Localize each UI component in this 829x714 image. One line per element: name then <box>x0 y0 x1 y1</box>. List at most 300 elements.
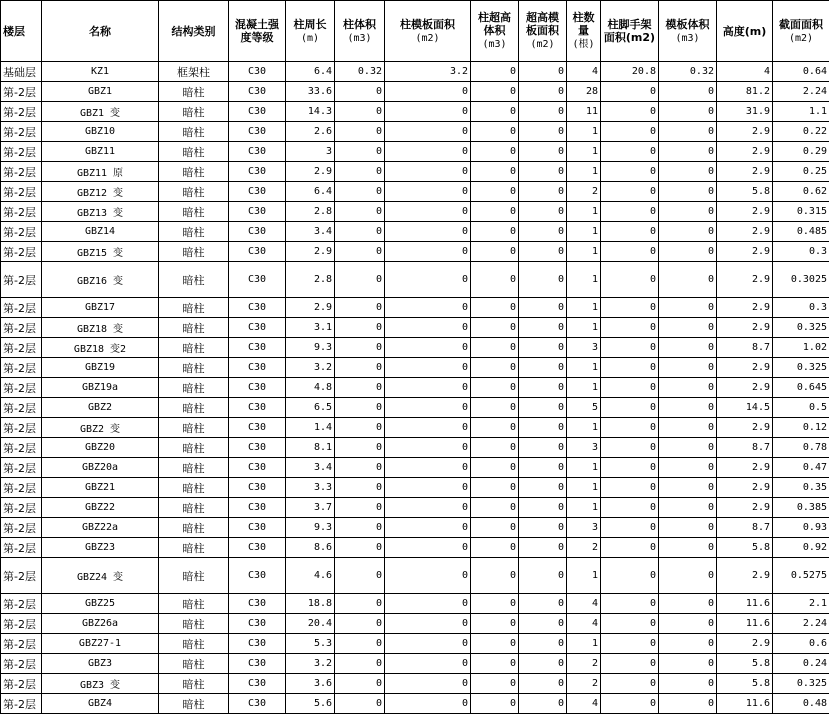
cell-overheight-formwork-area[interactable]: 0 <box>519 162 567 182</box>
cell-overheight-volume[interactable]: 0 <box>471 378 519 398</box>
cell-name[interactable]: GBZ25 <box>42 594 159 614</box>
cell-overheight-volume[interactable]: 0 <box>471 262 519 298</box>
cell-formwork-area[interactable]: 0 <box>385 614 471 634</box>
cell-column-volume[interactable]: 0 <box>335 538 385 558</box>
cell-overheight-formwork-area[interactable]: 0 <box>519 358 567 378</box>
cell-structure-type[interactable]: 暗柱 <box>159 438 229 458</box>
cell-formwork-area[interactable]: 0 <box>385 378 471 398</box>
cell-structure-type[interactable]: 暗柱 <box>159 338 229 358</box>
table-row[interactable] <box>1 222 829 242</box>
cell-concrete-grade[interactable]: C30 <box>229 694 286 714</box>
table-row[interactable] <box>1 142 829 162</box>
cell-concrete-grade[interactable]: C30 <box>229 202 286 222</box>
cell-structure-type[interactable]: 暗柱 <box>159 202 229 222</box>
cell-overheight-volume[interactable]: 0 <box>471 338 519 358</box>
cell-floor[interactable]: 第-2层 <box>1 634 42 654</box>
cell-name[interactable]: GBZ22 <box>42 498 159 518</box>
cell-formwork-area[interactable]: 0 <box>385 518 471 538</box>
cell-scaffold-area[interactable]: 0 <box>601 142 659 162</box>
cell-formwork-volume[interactable]: 0 <box>659 162 717 182</box>
cell-column-count[interactable]: 4 <box>567 62 601 82</box>
cell-floor[interactable]: 第-2层 <box>1 338 42 358</box>
table-row[interactable] <box>1 538 829 558</box>
cell-formwork-volume[interactable]: 0 <box>659 338 717 358</box>
cell-column-perimeter[interactable]: 14.3 <box>286 102 335 122</box>
cell-overheight-volume[interactable]: 0 <box>471 318 519 338</box>
cell-height[interactable]: 2.9 <box>717 558 773 594</box>
cell-height[interactable]: 14.5 <box>717 398 773 418</box>
cell-name[interactable]: GBZ14 <box>42 222 159 242</box>
cell-column-count[interactable]: 1 <box>567 298 601 318</box>
cell-column-count[interactable]: 1 <box>567 202 601 222</box>
table-row[interactable] <box>1 418 829 438</box>
cell-section-area[interactable]: 0.325 <box>773 358 829 378</box>
cell-section-area[interactable]: 0.6 <box>773 634 829 654</box>
cell-section-area[interactable]: 0.325 <box>773 318 829 338</box>
cell-overheight-volume[interactable]: 0 <box>471 358 519 378</box>
cell-height[interactable]: 5.8 <box>717 654 773 674</box>
cell-concrete-grade[interactable]: C30 <box>229 438 286 458</box>
table-row[interactable] <box>1 398 829 418</box>
cell-overheight-volume[interactable]: 0 <box>471 418 519 438</box>
table-row[interactable] <box>1 634 829 654</box>
cell-column-volume[interactable]: 0 <box>335 418 385 438</box>
cell-formwork-volume[interactable]: 0 <box>659 398 717 418</box>
cell-column-count[interactable]: 5 <box>567 398 601 418</box>
cell-height[interactable]: 81.2 <box>717 82 773 102</box>
cell-name[interactable]: GBZ19 <box>42 358 159 378</box>
cell-scaffold-area[interactable]: 20.8 <box>601 62 659 82</box>
cell-formwork-area[interactable]: 0 <box>385 674 471 694</box>
table-row[interactable] <box>1 594 829 614</box>
cell-section-area[interactable]: 0.3025 <box>773 262 829 298</box>
cell-name[interactable]: GBZ11 <box>42 142 159 162</box>
cell-overheight-formwork-area[interactable]: 0 <box>519 458 567 478</box>
cell-section-area[interactable]: 0.485 <box>773 222 829 242</box>
cell-section-area[interactable]: 0.5275 <box>773 558 829 594</box>
cell-scaffold-area[interactable]: 0 <box>601 594 659 614</box>
cell-column-count[interactable]: 1 <box>567 498 601 518</box>
cell-scaffold-area[interactable]: 0 <box>601 538 659 558</box>
cell-formwork-volume[interactable]: 0 <box>659 182 717 202</box>
cell-column-volume[interactable]: 0 <box>335 518 385 538</box>
cell-height[interactable]: 8.7 <box>717 518 773 538</box>
cell-overheight-volume[interactable]: 0 <box>471 538 519 558</box>
cell-scaffold-area[interactable]: 0 <box>601 82 659 102</box>
cell-column-volume[interactable]: 0 <box>335 122 385 142</box>
cell-column-count[interactable]: 1 <box>567 634 601 654</box>
cell-formwork-area[interactable]: 0 <box>385 558 471 594</box>
cell-height[interactable]: 5.8 <box>717 674 773 694</box>
cell-concrete-grade[interactable]: C30 <box>229 62 286 82</box>
cell-column-volume[interactable]: 0 <box>335 694 385 714</box>
cell-formwork-volume[interactable]: 0 <box>659 538 717 558</box>
cell-section-area[interactable]: 0.3 <box>773 298 829 318</box>
cell-column-count[interactable]: 1 <box>567 318 601 338</box>
cell-scaffold-area[interactable]: 0 <box>601 458 659 478</box>
cell-formwork-area[interactable]: 0 <box>385 338 471 358</box>
cell-scaffold-area[interactable]: 0 <box>601 518 659 538</box>
cell-column-count[interactable]: 1 <box>567 262 601 298</box>
cell-name[interactable]: GBZ4 <box>42 694 159 714</box>
cell-height[interactable]: 2.9 <box>717 122 773 142</box>
cell-formwork-area[interactable]: 0 <box>385 654 471 674</box>
cell-structure-type[interactable]: 暗柱 <box>159 654 229 674</box>
cell-formwork-volume[interactable]: 0 <box>659 102 717 122</box>
cell-height[interactable]: 11.6 <box>717 594 773 614</box>
cell-structure-type[interactable]: 暗柱 <box>159 398 229 418</box>
cell-height[interactable]: 5.8 <box>717 538 773 558</box>
cell-floor[interactable]: 第-2层 <box>1 654 42 674</box>
header-section-area[interactable]: 截面面积 (m2) <box>773 1 829 62</box>
cell-overheight-volume[interactable]: 0 <box>471 242 519 262</box>
cell-section-area[interactable]: 0.24 <box>773 654 829 674</box>
cell-column-count[interactable]: 1 <box>567 458 601 478</box>
cell-floor[interactable]: 第-2层 <box>1 674 42 694</box>
cell-height[interactable]: 2.9 <box>717 378 773 398</box>
cell-floor[interactable]: 第-2层 <box>1 318 42 338</box>
cell-scaffold-area[interactable]: 0 <box>601 242 659 262</box>
cell-structure-type[interactable]: 暗柱 <box>159 498 229 518</box>
cell-formwork-area[interactable]: 0 <box>385 162 471 182</box>
cell-scaffold-area[interactable]: 0 <box>601 674 659 694</box>
cell-overheight-formwork-area[interactable]: 0 <box>519 378 567 398</box>
cell-name[interactable]: GBZ2 <box>42 398 159 418</box>
cell-section-area[interactable]: 0.12 <box>773 418 829 438</box>
cell-floor[interactable]: 第-2层 <box>1 242 42 262</box>
header-floor[interactable]: 楼层 <box>1 1 42 62</box>
table-row[interactable] <box>1 122 829 142</box>
cell-scaffold-area[interactable]: 0 <box>601 122 659 142</box>
cell-section-area[interactable]: 0.315 <box>773 202 829 222</box>
header-column-volume[interactable]: 柱体积 (m3) <box>335 1 385 62</box>
cell-scaffold-area[interactable]: 0 <box>601 694 659 714</box>
cell-floor[interactable]: 第-2层 <box>1 518 42 538</box>
cell-section-area[interactable]: 0.48 <box>773 694 829 714</box>
cell-formwork-area[interactable]: 0 <box>385 498 471 518</box>
cell-overheight-volume[interactable]: 0 <box>471 674 519 694</box>
cell-column-perimeter[interactable]: 18.8 <box>286 594 335 614</box>
cell-column-count[interactable]: 1 <box>567 358 601 378</box>
cell-scaffold-area[interactable]: 0 <box>601 614 659 634</box>
cell-column-perimeter[interactable]: 2.9 <box>286 298 335 318</box>
cell-concrete-grade[interactable]: C30 <box>229 634 286 654</box>
cell-concrete-grade[interactable]: C30 <box>229 262 286 298</box>
cell-column-perimeter[interactable]: 5.3 <box>286 634 335 654</box>
cell-concrete-grade[interactable]: C30 <box>229 222 286 242</box>
cell-height[interactable]: 5.8 <box>717 182 773 202</box>
cell-column-volume[interactable]: 0 <box>335 358 385 378</box>
header-formwork-volume[interactable]: 模板体积 (m3) <box>659 1 717 62</box>
cell-overheight-formwork-area[interactable]: 0 <box>519 498 567 518</box>
cell-floor[interactable]: 第-2层 <box>1 182 42 202</box>
cell-floor[interactable]: 第-2层 <box>1 82 42 102</box>
cell-height[interactable]: 2.9 <box>717 358 773 378</box>
cell-formwork-area[interactable]: 0 <box>385 82 471 102</box>
cell-concrete-grade[interactable]: C30 <box>229 142 286 162</box>
cell-section-area[interactable]: 0.22 <box>773 122 829 142</box>
cell-formwork-volume[interactable]: 0 <box>659 438 717 458</box>
cell-structure-type[interactable]: 框架柱 <box>159 62 229 82</box>
cell-formwork-area[interactable]: 0 <box>385 358 471 378</box>
cell-overheight-volume[interactable]: 0 <box>471 614 519 634</box>
cell-formwork-area[interactable]: 0 <box>385 438 471 458</box>
header-scaffold-area[interactable]: 柱脚手架面积(m2) <box>601 1 659 62</box>
cell-column-volume[interactable]: 0 <box>335 654 385 674</box>
cell-formwork-area[interactable]: 0 <box>385 318 471 338</box>
table-row[interactable] <box>1 82 829 102</box>
cell-scaffold-area[interactable]: 0 <box>601 102 659 122</box>
cell-column-count[interactable]: 4 <box>567 614 601 634</box>
cell-floor[interactable]: 第-2层 <box>1 122 42 142</box>
cell-section-area[interactable]: 0.92 <box>773 538 829 558</box>
cell-name[interactable]: GBZ3 变 <box>42 674 159 694</box>
cell-floor[interactable]: 第-2层 <box>1 142 42 162</box>
cell-column-volume[interactable]: 0 <box>335 458 385 478</box>
cell-column-count[interactable]: 3 <box>567 338 601 358</box>
cell-floor[interactable]: 第-2层 <box>1 558 42 594</box>
cell-height[interactable]: 2.9 <box>717 222 773 242</box>
cell-structure-type[interactable]: 暗柱 <box>159 298 229 318</box>
cell-column-volume[interactable]: 0 <box>335 202 385 222</box>
header-formwork-area[interactable]: 柱模板面积 (m2) <box>385 1 471 62</box>
cell-column-perimeter[interactable]: 2.9 <box>286 242 335 262</box>
cell-name[interactable]: GBZ2 变 <box>42 418 159 438</box>
cell-column-perimeter[interactable]: 2.6 <box>286 122 335 142</box>
header-overheight-volume[interactable]: 柱超高体积 (m3) <box>471 1 519 62</box>
cell-column-volume[interactable]: 0.32 <box>335 62 385 82</box>
cell-name[interactable]: GBZ1 变 <box>42 102 159 122</box>
cell-name[interactable]: GBZ10 <box>42 122 159 142</box>
cell-overheight-formwork-area[interactable]: 0 <box>519 262 567 298</box>
cell-column-volume[interactable]: 0 <box>335 498 385 518</box>
cell-column-perimeter[interactable]: 33.6 <box>286 82 335 102</box>
cell-column-count[interactable]: 3 <box>567 438 601 458</box>
cell-column-volume[interactable]: 0 <box>335 558 385 594</box>
cell-overheight-volume[interactable]: 0 <box>471 478 519 498</box>
cell-overheight-volume[interactable]: 0 <box>471 594 519 614</box>
cell-formwork-area[interactable]: 0 <box>385 122 471 142</box>
cell-structure-type[interactable]: 暗柱 <box>159 122 229 142</box>
cell-section-area[interactable]: 0.645 <box>773 378 829 398</box>
cell-structure-type[interactable]: 暗柱 <box>159 614 229 634</box>
cell-overheight-formwork-area[interactable]: 0 <box>519 478 567 498</box>
cell-structure-type[interactable]: 暗柱 <box>159 142 229 162</box>
cell-height[interactable]: 2.9 <box>717 202 773 222</box>
cell-overheight-formwork-area[interactable]: 0 <box>519 438 567 458</box>
cell-overheight-formwork-area[interactable]: 0 <box>519 538 567 558</box>
cell-overheight-volume[interactable]: 0 <box>471 654 519 674</box>
cell-column-perimeter[interactable]: 1.4 <box>286 418 335 438</box>
cell-formwork-volume[interactable]: 0 <box>659 358 717 378</box>
cell-floor[interactable]: 第-2层 <box>1 222 42 242</box>
cell-column-perimeter[interactable]: 3 <box>286 142 335 162</box>
header-height[interactable]: 高度(m) <box>717 1 773 62</box>
cell-overheight-formwork-area[interactable]: 0 <box>519 518 567 538</box>
cell-height[interactable]: 2.9 <box>717 458 773 478</box>
cell-height[interactable]: 11.6 <box>717 614 773 634</box>
cell-column-count[interactable]: 1 <box>567 378 601 398</box>
cell-structure-type[interactable]: 暗柱 <box>159 378 229 398</box>
cell-scaffold-area[interactable]: 0 <box>601 558 659 594</box>
cell-name[interactable]: KZ1 <box>42 62 159 82</box>
cell-section-area[interactable]: 2.1 <box>773 594 829 614</box>
cell-overheight-volume[interactable]: 0 <box>471 438 519 458</box>
cell-column-count[interactable]: 1 <box>567 142 601 162</box>
cell-scaffold-area[interactable]: 0 <box>601 338 659 358</box>
cell-column-volume[interactable]: 0 <box>335 318 385 338</box>
cell-column-count[interactable]: 1 <box>567 558 601 594</box>
cell-formwork-area[interactable]: 0 <box>385 538 471 558</box>
table-row[interactable] <box>1 558 829 594</box>
cell-overheight-volume[interactable]: 0 <box>471 298 519 318</box>
cell-scaffold-area[interactable]: 0 <box>601 222 659 242</box>
cell-section-area[interactable]: 0.62 <box>773 182 829 202</box>
cell-scaffold-area[interactable]: 0 <box>601 378 659 398</box>
cell-overheight-formwork-area[interactable]: 0 <box>519 142 567 162</box>
cell-section-area[interactable]: 0.78 <box>773 438 829 458</box>
cell-formwork-area[interactable]: 0 <box>385 458 471 478</box>
cell-structure-type[interactable]: 暗柱 <box>159 478 229 498</box>
header-concrete-grade[interactable]: 混凝土强度等级 <box>229 1 286 62</box>
table-row[interactable] <box>1 654 829 674</box>
cell-height[interactable]: 2.9 <box>717 262 773 298</box>
cell-column-volume[interactable]: 0 <box>335 398 385 418</box>
cell-height[interactable]: 2.9 <box>717 498 773 518</box>
cell-column-volume[interactable]: 0 <box>335 262 385 298</box>
cell-column-perimeter[interactable]: 2.8 <box>286 262 335 298</box>
cell-structure-type[interactable]: 暗柱 <box>159 358 229 378</box>
cell-concrete-grade[interactable]: C30 <box>229 674 286 694</box>
cell-formwork-area[interactable]: 0 <box>385 398 471 418</box>
cell-scaffold-area[interactable]: 0 <box>601 298 659 318</box>
cell-structure-type[interactable]: 暗柱 <box>159 318 229 338</box>
cell-name[interactable]: GBZ26a <box>42 614 159 634</box>
cell-formwork-volume[interactable]: 0 <box>659 634 717 654</box>
cell-name[interactable]: GBZ18 变2 <box>42 338 159 358</box>
cell-structure-type[interactable]: 暗柱 <box>159 558 229 594</box>
cell-overheight-volume[interactable]: 0 <box>471 142 519 162</box>
cell-concrete-grade[interactable]: C30 <box>229 242 286 262</box>
cell-floor[interactable]: 第-2层 <box>1 594 42 614</box>
table-row[interactable] <box>1 102 829 122</box>
table-row[interactable] <box>1 478 829 498</box>
cell-column-volume[interactable]: 0 <box>335 614 385 634</box>
cell-overheight-formwork-area[interactable]: 0 <box>519 398 567 418</box>
cell-concrete-grade[interactable]: C30 <box>229 102 286 122</box>
cell-formwork-volume[interactable]: 0 <box>659 478 717 498</box>
table-row[interactable] <box>1 358 829 378</box>
cell-column-perimeter[interactable]: 4.6 <box>286 558 335 594</box>
cell-name[interactable]: GBZ3 <box>42 654 159 674</box>
cell-overheight-formwork-area[interactable]: 0 <box>519 694 567 714</box>
cell-formwork-area[interactable]: 0 <box>385 478 471 498</box>
cell-column-volume[interactable]: 0 <box>335 634 385 654</box>
cell-overheight-volume[interactable]: 0 <box>471 202 519 222</box>
cell-floor[interactable]: 第-2层 <box>1 498 42 518</box>
cell-name[interactable]: GBZ12 变 <box>42 182 159 202</box>
cell-section-area[interactable]: 0.325 <box>773 674 829 694</box>
cell-column-count[interactable]: 2 <box>567 674 601 694</box>
cell-formwork-volume[interactable]: 0 <box>659 518 717 538</box>
cell-scaffold-area[interactable]: 0 <box>601 398 659 418</box>
cell-overheight-formwork-area[interactable]: 0 <box>519 242 567 262</box>
table-row[interactable] <box>1 262 829 298</box>
cell-section-area[interactable]: 2.24 <box>773 614 829 634</box>
cell-structure-type[interactable]: 暗柱 <box>159 694 229 714</box>
cell-column-count[interactable]: 11 <box>567 102 601 122</box>
cell-concrete-grade[interactable]: C30 <box>229 478 286 498</box>
cell-section-area[interactable]: 0.47 <box>773 458 829 478</box>
cell-column-count[interactable]: 1 <box>567 222 601 242</box>
cell-formwork-area[interactable]: 0 <box>385 222 471 242</box>
cell-column-perimeter[interactable]: 3.2 <box>286 358 335 378</box>
cell-concrete-grade[interactable]: C30 <box>229 122 286 142</box>
cell-formwork-volume[interactable]: 0 <box>659 222 717 242</box>
cell-formwork-area[interactable]: 3.2 <box>385 62 471 82</box>
cell-scaffold-area[interactable]: 0 <box>601 634 659 654</box>
cell-formwork-volume[interactable]: 0 <box>659 378 717 398</box>
cell-scaffold-area[interactable]: 0 <box>601 162 659 182</box>
cell-formwork-volume[interactable]: 0.32 <box>659 62 717 82</box>
cell-overheight-volume[interactable]: 0 <box>471 222 519 242</box>
cell-column-perimeter[interactable]: 8.1 <box>286 438 335 458</box>
cell-column-perimeter[interactable]: 6.4 <box>286 62 335 82</box>
cell-overheight-volume[interactable]: 0 <box>471 122 519 142</box>
header-column-perimeter[interactable]: 柱周长 (m) <box>286 1 335 62</box>
cell-floor[interactable]: 第-2层 <box>1 358 42 378</box>
cell-scaffold-area[interactable]: 0 <box>601 358 659 378</box>
cell-column-perimeter[interactable]: 3.3 <box>286 478 335 498</box>
table-row[interactable] <box>1 438 829 458</box>
table-row[interactable] <box>1 202 829 222</box>
cell-column-count[interactable]: 1 <box>567 242 601 262</box>
cell-concrete-grade[interactable]: C30 <box>229 358 286 378</box>
cell-name[interactable]: GBZ20a <box>42 458 159 478</box>
cell-overheight-formwork-area[interactable]: 0 <box>519 122 567 142</box>
cell-column-count[interactable]: 2 <box>567 654 601 674</box>
cell-overheight-volume[interactable]: 0 <box>471 694 519 714</box>
cell-concrete-grade[interactable]: C30 <box>229 458 286 478</box>
cell-name[interactable]: GBZ20 <box>42 438 159 458</box>
cell-scaffold-area[interactable]: 0 <box>601 418 659 438</box>
cell-name[interactable]: GBZ27-1 <box>42 634 159 654</box>
cell-concrete-grade[interactable]: C30 <box>229 654 286 674</box>
cell-concrete-grade[interactable]: C30 <box>229 614 286 634</box>
cell-structure-type[interactable]: 暗柱 <box>159 458 229 478</box>
cell-overheight-volume[interactable]: 0 <box>471 162 519 182</box>
cell-formwork-volume[interactable]: 0 <box>659 142 717 162</box>
cell-formwork-volume[interactable]: 0 <box>659 298 717 318</box>
cell-overheight-formwork-area[interactable]: 0 <box>519 182 567 202</box>
cell-name[interactable]: GBZ11 原 <box>42 162 159 182</box>
cell-height[interactable]: 2.9 <box>717 242 773 262</box>
cell-overheight-formwork-area[interactable]: 0 <box>519 318 567 338</box>
cell-overheight-formwork-area[interactable]: 0 <box>519 62 567 82</box>
header-structure-type[interactable]: 结构类别 <box>159 1 229 62</box>
table-row[interactable] <box>1 318 829 338</box>
cell-column-count[interactable]: 2 <box>567 538 601 558</box>
cell-floor[interactable]: 第-2层 <box>1 418 42 438</box>
table-row[interactable] <box>1 182 829 202</box>
cell-column-volume[interactable]: 0 <box>335 674 385 694</box>
cell-height[interactable]: 2.9 <box>717 142 773 162</box>
cell-scaffold-area[interactable]: 0 <box>601 182 659 202</box>
cell-formwork-volume[interactable]: 0 <box>659 558 717 594</box>
cell-formwork-area[interactable]: 0 <box>385 298 471 318</box>
cell-name[interactable]: GBZ13 变 <box>42 202 159 222</box>
cell-section-area[interactable]: 0.5 <box>773 398 829 418</box>
